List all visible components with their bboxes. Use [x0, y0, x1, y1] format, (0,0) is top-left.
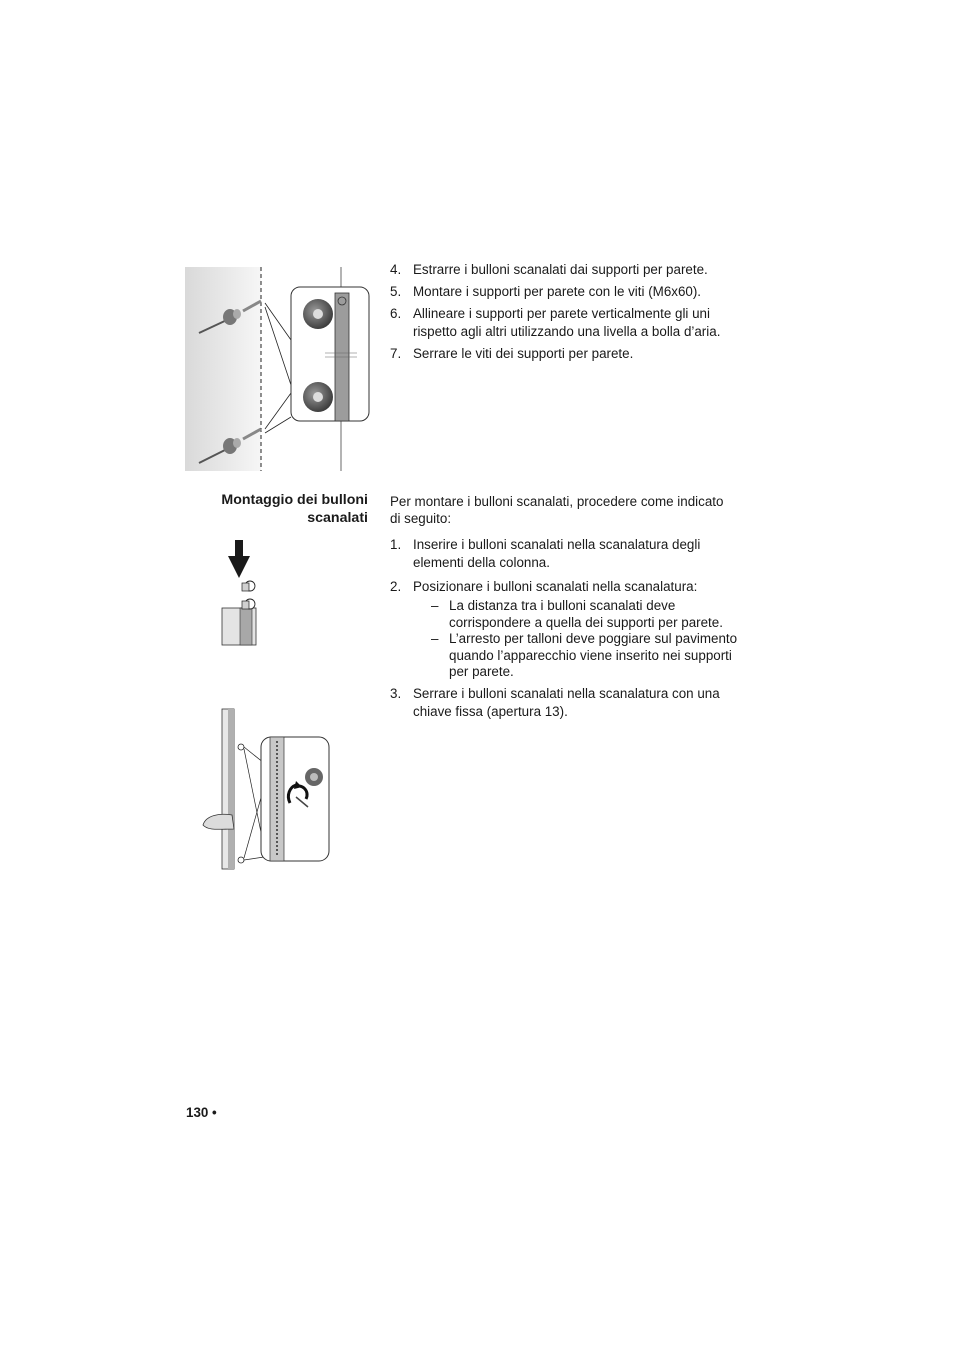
section-heading: Montaggio dei bulloni scanalati: [221, 492, 368, 526]
page-number: 130 •: [186, 1105, 217, 1120]
list-item: 3. Serrare i bulloni scanalati nella scanalatura con una chiave fissa (apertura 13).: [390, 685, 720, 719]
list-item: 6. Allineare i supporti per parete verticalmente gli uni rispetto agli altri utilizzando una livella a bolla d’aria.: [390, 306, 721, 339]
list-item: 7. Serrare le viti dei supporti per parete.: [390, 346, 634, 361]
sub-item-list: [431, 598, 740, 681]
sub-item: – L’arresto per talloni deve poggiare sul pavimento quando l’apparecchio viene inserito nei supporti per parete.: [431, 631, 738, 679]
top-step-list: [390, 261, 740, 367]
list-item: 4. Estrarre i bulloni scanalati dai supporti per parete.: [390, 262, 708, 277]
section-step-list: [390, 536, 740, 725]
wall-bracket-illustration: [185, 267, 375, 472]
list-item: 5. Montare i supporti per parete con le viti (M6x60).: [390, 284, 702, 299]
slot-bolt-insert-illustration: [220, 540, 270, 645]
wrench-tighten-illustration: [198, 707, 338, 872]
section-intro: Per montare i bulloni scanalati, procedere come indicato di seguito:: [390, 494, 724, 526]
list-item: 2. Posizionare i bulloni scanalati nella scanalatura: – La distanza tra i bulloni scanalati deve corrispondere a quella dei supporti per parete. – L’arresto per talloni deve poggiare sul pavimento quando l’apparecchio viene inserito nei supporti per parete.: [390, 578, 740, 681]
sub-item: – La distanza tra i bulloni scanalati deve corrispondere a quella dei supporti per parete.: [431, 598, 723, 630]
list-item: 1. Inserire i bulloni scanalati nella scanalatura degli elementi della colonna.: [390, 537, 701, 570]
